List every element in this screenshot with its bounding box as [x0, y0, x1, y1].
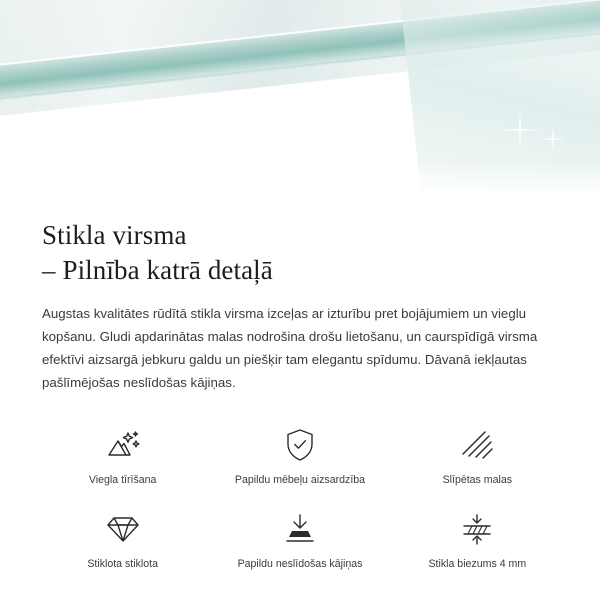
body-paragraph: Augstas kvalitātes rūdītā stikla virsma izceļas ar izturību pret bojājumiem un vieglu kopšanu. Gludi apdarinātas malas nodrošina drošu lietošanu, un caurspīdīgā virsma efektīvi aizsargā jebkuru galdu un piešķir tam elegantu spīdumu. Dāvanā iekļautas pašlīmējošas neslīdošas kājiņas.: [42, 306, 538, 390]
feature-item-easy-cleaning: [34, 425, 211, 488]
diamond-icon: [101, 509, 145, 549]
page-title: [42, 218, 558, 287]
feature-label: Stiklota stiklota: [87, 558, 158, 571]
anti-slip-pad-icon: [278, 509, 322, 549]
hero-bottom-fade: [0, 160, 600, 200]
content-block: [0, 200, 600, 395]
feature-label: Slīpētas malas: [442, 473, 513, 486]
feature-item-tempered-glass: [34, 509, 211, 572]
feature-label: Papildu mēbeļu aizsardzība: [234, 473, 366, 486]
feature-item-polished-edges: [389, 425, 566, 488]
feature-item-furniture-protection: [211, 425, 388, 488]
thickness-gauge-icon: [455, 509, 499, 549]
feature-grid: [0, 425, 600, 573]
feature-label: Stikla biezums 4 mm: [428, 558, 527, 571]
feature-label: Viegla tīrīšana: [88, 473, 157, 486]
sparkle-cloth-icon: [101, 425, 145, 465]
shield-check-icon: [278, 425, 322, 465]
feature-item-glass-thickness: [389, 509, 566, 572]
feature-label: Papildu neslīdošas kājiņas: [237, 558, 363, 571]
feature-item-anti-slip-feet: [211, 509, 388, 572]
headline-line-1: Stikla virsma: [42, 220, 187, 250]
headline-line-2: – Pilnība katrā detaļā: [42, 254, 273, 285]
hero-glass-image: [0, 0, 600, 200]
polished-edge-icon: [455, 425, 499, 465]
